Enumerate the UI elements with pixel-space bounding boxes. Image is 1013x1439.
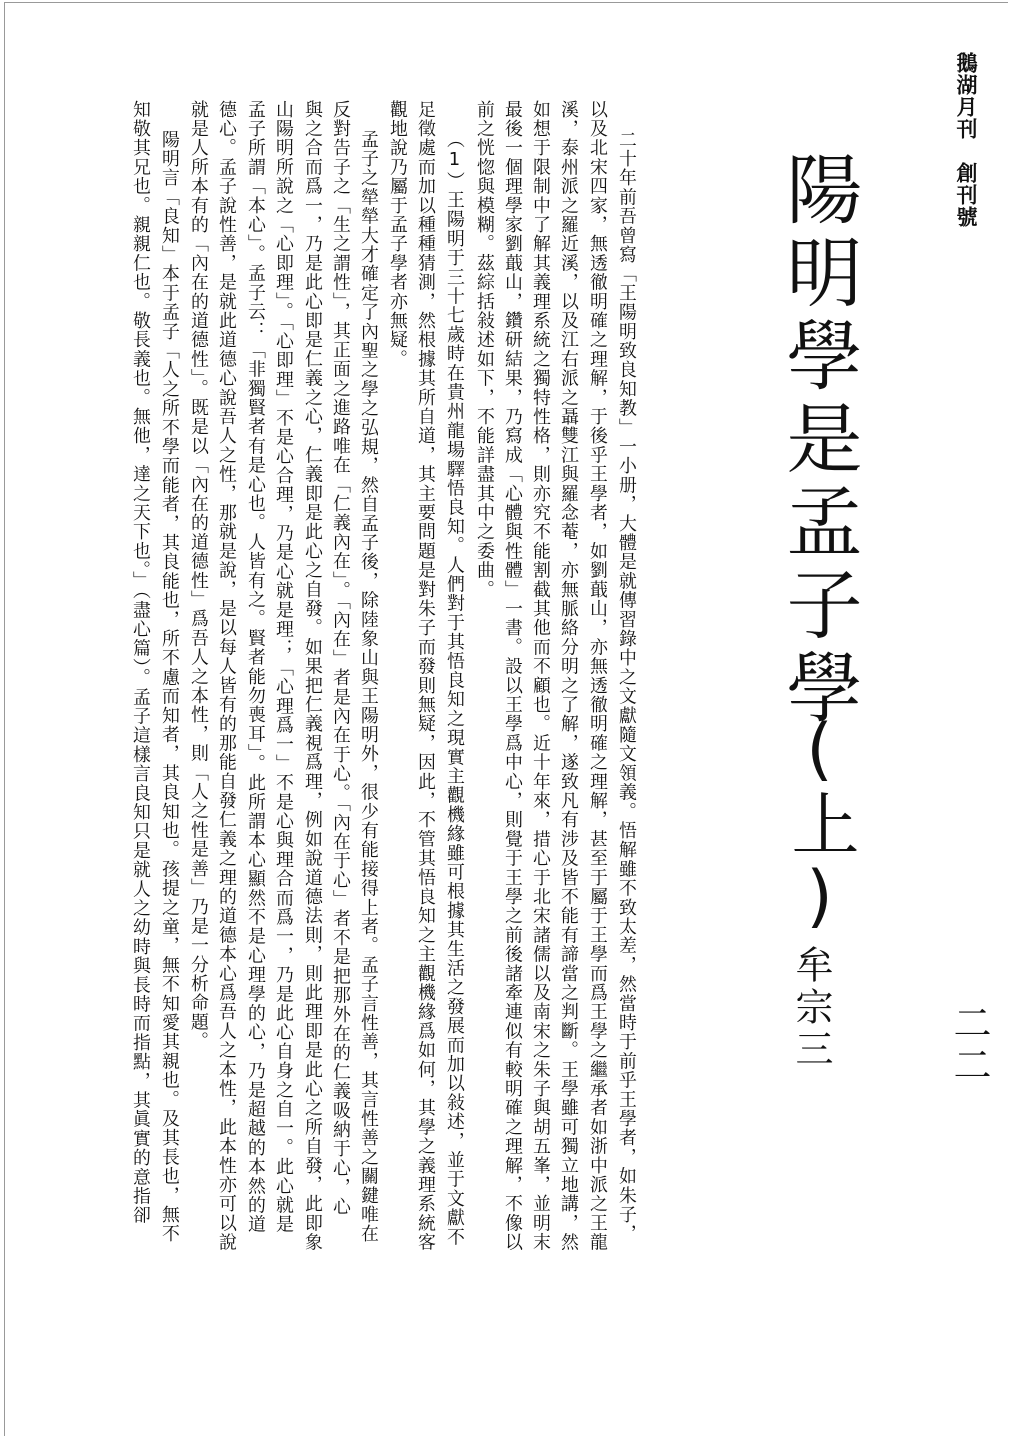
body-column: 知敬其兄也。親親仁也。敬長義也。無他，達之天下也。」（盡心篇）。孟子這樣言良知只是就人之幼時與長時而指點，其眞實的意指卻 bbox=[129, 100, 151, 1226]
body-column: 最後一個理學家劉蕺山，鑽研結果，乃寫成「心體與性體」一書。設以王學爲中心，則覺于王學之前後諸牽連似有較明確之理解，不像以 bbox=[501, 100, 523, 1252]
article-title: 陽明學是孟子學 bbox=[774, 150, 863, 731]
body-column: 以及北宋四家，無透徹明確之理解，于後乎王學者，如劉蕺山，亦無透徹明確之理解，甚至于屬于王學而爲王學之繼承者如浙中派之王龍 bbox=[586, 100, 608, 1252]
body-column: （1）王陽明于三十七歲時在貴州龍場驛悟良知。人們對于其悟良知之現實主觀機緣雖可根據其生活之發展而加以敍述，並于文獻不 bbox=[443, 130, 465, 1247]
body-column: 就是人所本有的「內在的道德性」。既是以「內在的道德性」爲吾人之本性，則「人之性是善」乃是一分析命題。 bbox=[187, 100, 209, 1052]
body-column: 觀地說乃屬于孟子學者亦無疑。 bbox=[386, 100, 408, 369]
body-column: 二十年前吾曾寫「王陽明致良知教」一小册，大體是就傳習錄中之文獻隨文領義。悟解雖不致太差，然當時于前乎王學者，如朱子， bbox=[615, 130, 637, 1244]
body-column: 前之恍惚與模糊。茲綜括敍述如下，不能詳盡其中之委曲。 bbox=[473, 100, 495, 600]
body-column: 山陽明所說之「心即理」。「心即理」不是心合理，乃是心就是理；「心理爲一」不是心與理合而爲一，乃是此心自身之自一。此心就是 bbox=[272, 100, 294, 1235]
body-column: 溪，泰州派之羅近溪，以及江右派之聶雙江與羅念菴，亦無脈絡分明之了解，遂致凡有涉及皆不能有諦當之判斷。王學雖可獨立地講，然 bbox=[557, 100, 579, 1252]
page-number: 二二 bbox=[947, 1003, 991, 1087]
body-column: 足徵處而加以種種猜測，然根據其所自道，其主要問題是對朱子而發則無疑，因此，不管其悟良知之主觀機緣爲如何，其學之義理系統客 bbox=[414, 100, 436, 1252]
body-column: 如想于限制中了解其義理系統之獨特性格，則亦究不能割截其他而不顧也。近十年來，措心于北宋諸儒以及南宋之朱子與胡五峯，並明末 bbox=[529, 100, 551, 1252]
body-column: 孟子所謂「本心」。孟子云：「非獨賢者有是心也。人皆有之。賢者能勿喪耳」。此所謂本心顯然不是心理學的心，乃是超越的本然的道 bbox=[244, 100, 266, 1235]
article-subtitle: (上) bbox=[780, 710, 859, 936]
article-author: 牟宗三 bbox=[789, 945, 833, 1071]
journal-header: 鵝湖月刊 創刊號 bbox=[954, 52, 978, 228]
body-column: 與之合而爲一，乃是此心即是仁義之心，仁義即是此心之自發。如果把仁義視爲理，例如說道德法則，則此理即是此心之所自發，此即象 bbox=[301, 100, 323, 1252]
body-column: 陽明言「良知」本于孟子「人之所不學而能者，其良能也，所不慮而知者，其良知也。孩提之童，無不知愛其親也。及其長也，無不 bbox=[158, 130, 180, 1244]
body-column: 反對告子之「生之謂性」，其正面之進路唯在「仁義內在」。「內在」者是內在于心。「內在于心」者不是把那外在的仁義吸納于心，心 bbox=[329, 100, 351, 1217]
body-column: 德心。孟子說性善，是就此道德心說吾人之性，那就是說，是以每人皆有的那能自發仁義之理的道德本心爲吾人之本性，此本性亦可以說 bbox=[215, 100, 237, 1252]
body-column: 孟子之犖犖大才確定了內聖之學之弘規，然自孟子後，除陸象山與王陽明外，很少有能接得上者。孟子言性善，其言性善之關鍵唯在 bbox=[357, 130, 379, 1244]
